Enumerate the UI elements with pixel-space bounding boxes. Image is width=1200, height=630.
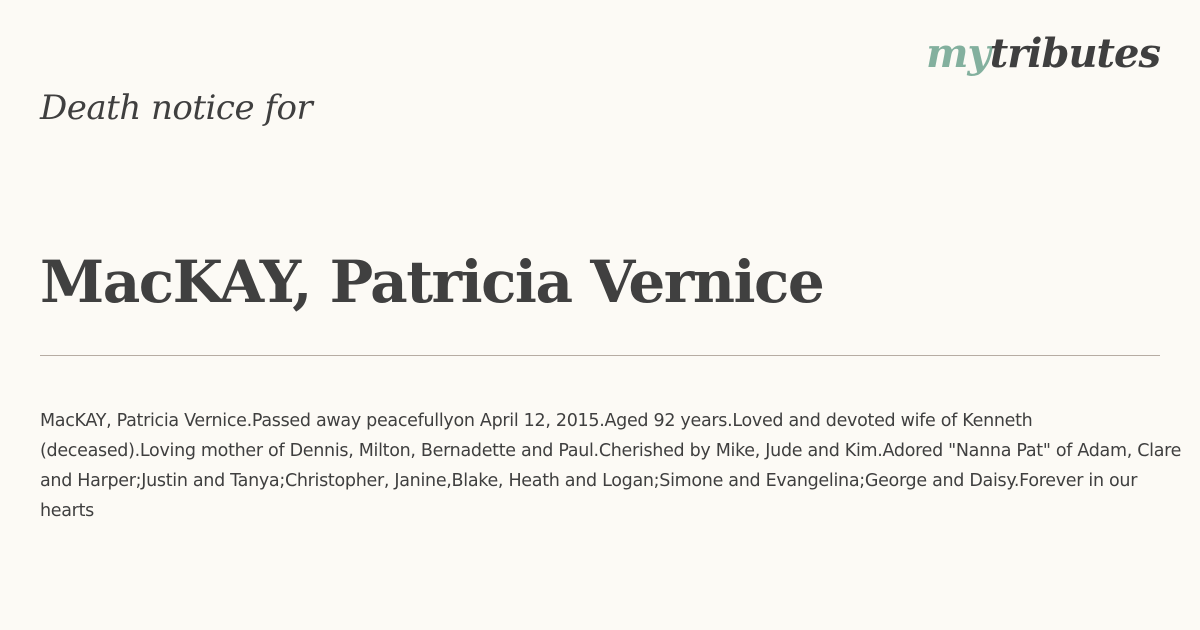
mytributes-logo: [926, 30, 1160, 77]
notice-text: MacKAY, Patricia Vernice.Passed away peacefullyon April 12, 2015.Aged 92 years.Loved and devoted wife of Kenneth (deceased).Loving mother of Dennis, Milton, Bernadette and Paul.Cherished by Mike, Jude and Kim.Adored "Nanna Pat" of Adam, Clare and Harper;Justin and Tanya;Christopher, Janine,Blake, Heath and Logan;Simone and Evangelina;George and Daisy.Forever in our hearts: [40, 410, 1182, 521]
divider: [40, 355, 1160, 356]
logo-text-tributes: tributes: [989, 30, 1160, 77]
deceased-name: MacKAY, Patricia Vernice: [40, 247, 824, 316]
logo-text-my: my: [926, 30, 990, 77]
death-notice-label: Death notice for: [40, 88, 313, 128]
